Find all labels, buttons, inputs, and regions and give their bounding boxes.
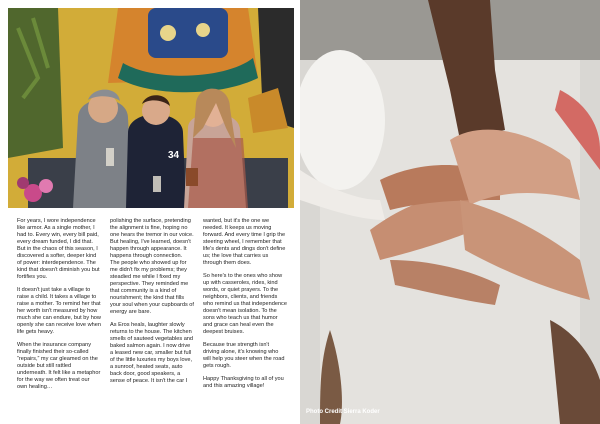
svg-text:34: 34	[168, 150, 180, 161]
photo-credit: Photo Credit Sierra Koder	[306, 409, 380, 415]
article-paragraph: polishing the surface, pretending the alignment is fine, hoping no one hears the tremor in our voice. But healing, I've learned, doesn't happen through appearance. It happens through connection.	[110, 218, 194, 259]
family-photo	[8, 8, 294, 208]
article-paragraph: So here's to the ones who show up with casseroles, rides, kind words, or quiet prayers. To the neighbors, clients, and friends who remind us that independence doesn't mean isolation. To the sons who teach us that humor and grace can heal even the deepest bruises.	[203, 273, 287, 335]
article-column-3	[203, 218, 287, 397]
article-paragraph: It doesn't just take a village to raise a child. It takes a village to raise a mother. To remind her that her worth isn't measured by how much she can endure, but by how openly she can receive love when life gets heavy.	[17, 287, 101, 335]
article-paragraph: Happy Thanksgiving to all of you and this amazing village!	[203, 376, 284, 389]
article-paragraph: As Eros heals, laughter slowly returns to the house. The kitchen smells of sauteed vegetables and baked salmon again. I now drive a leased new car, smaller but full of the little luxuries my boys love, a sunroof, heated seats, auto back door, good speakers, a sense of peace. It isn't the car I	[110, 322, 194, 384]
article-paragraph: When the insurance company finally finished their so-called “repairs,” my car gleamed on the outside but still rattled underneath. It felt like a metaphor for the way we often treat our own healing…	[17, 342, 101, 390]
hands-photo	[300, 0, 600, 424]
article-column-2	[110, 218, 194, 397]
article-columns	[17, 218, 287, 397]
article-paragraph: For years, I wore independence like armor. As a single mother, I had to. Every win, every bill paid, every dream funded, I did that. But in the chaos of this season, I discovered a softer, deeper kind of power: interdependence. The kind that doesn't diminish you but fortifies you.	[17, 218, 100, 280]
article-paragraph: The people who showed up for me didn't fix my problems; they steadied me while I fixed my perspective. They reminded me that community is a kind of nourishment; the kind that fills your soul when your cupboards of energy are bare.	[110, 260, 194, 315]
hands-photo-art	[300, 0, 600, 424]
article-column-1	[17, 218, 101, 397]
article-paragraph: wanted, but it's the one we needed. It keeps us moving forward. And every time I grip the steering wheel, I remember that life's dents and dings don't define us; the love that carries us through them does.	[203, 218, 286, 266]
article-paragraph: Because true strength isn't driving alone, it's knowing who will help you steer when the road gets rough.	[203, 342, 285, 369]
family-photo-art	[8, 8, 294, 208]
